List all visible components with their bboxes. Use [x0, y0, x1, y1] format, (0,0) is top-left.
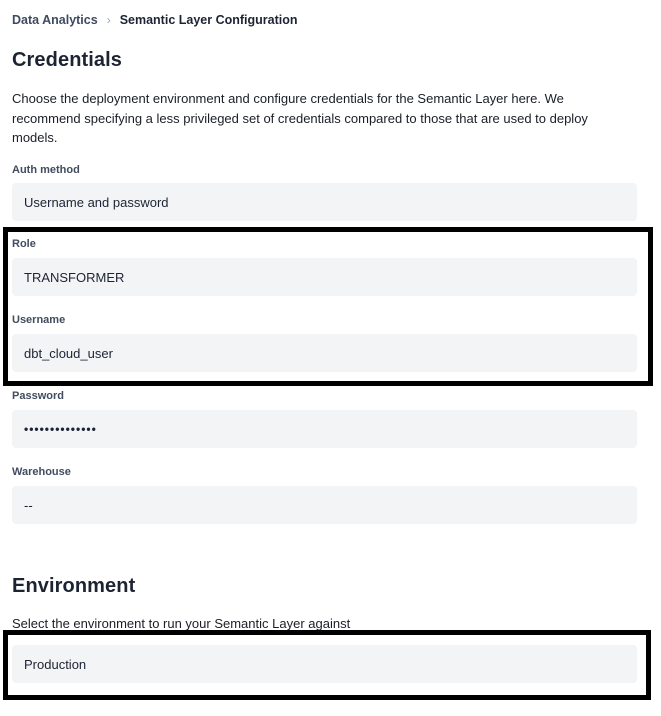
role-label: Role — [12, 238, 36, 250]
password-label: Password — [12, 390, 64, 402]
breadcrumb-separator-icon: › — [106, 13, 111, 27]
environment-select[interactable]: Production — [12, 645, 637, 683]
warehouse-label: Warehouse — [12, 466, 71, 478]
breadcrumb — [12, 13, 298, 27]
username-label: Username — [12, 314, 66, 326]
credentials-description: Choose the deployment environment and configure credentials for the Semantic Layer here. We recommend specifying a less privileged set of credentials compared to those that are used to deploy models. — [12, 91, 588, 145]
credentials-heading: Credentials — [12, 49, 123, 71]
username-input[interactable]: dbt_cloud_user — [12, 334, 637, 372]
auth-method-input[interactable]: Username and password — [12, 183, 637, 221]
environment-heading: Environment — [12, 575, 136, 597]
warehouse-input[interactable]: -- — [12, 486, 637, 524]
environment-description: Select the environment to run your Semantic Layer against — [12, 616, 351, 631]
role-input[interactable]: TRANSFORMER — [12, 258, 637, 296]
auth-method-label: Auth method — [12, 164, 80, 176]
breadcrumb-item-semantic-layer-configuration: Semantic Layer Configuration — [119, 13, 298, 27]
breadcrumb-item-data-analytics[interactable]: Data Analytics — [12, 13, 98, 27]
password-input[interactable]: •••••••••••••• — [12, 410, 637, 448]
